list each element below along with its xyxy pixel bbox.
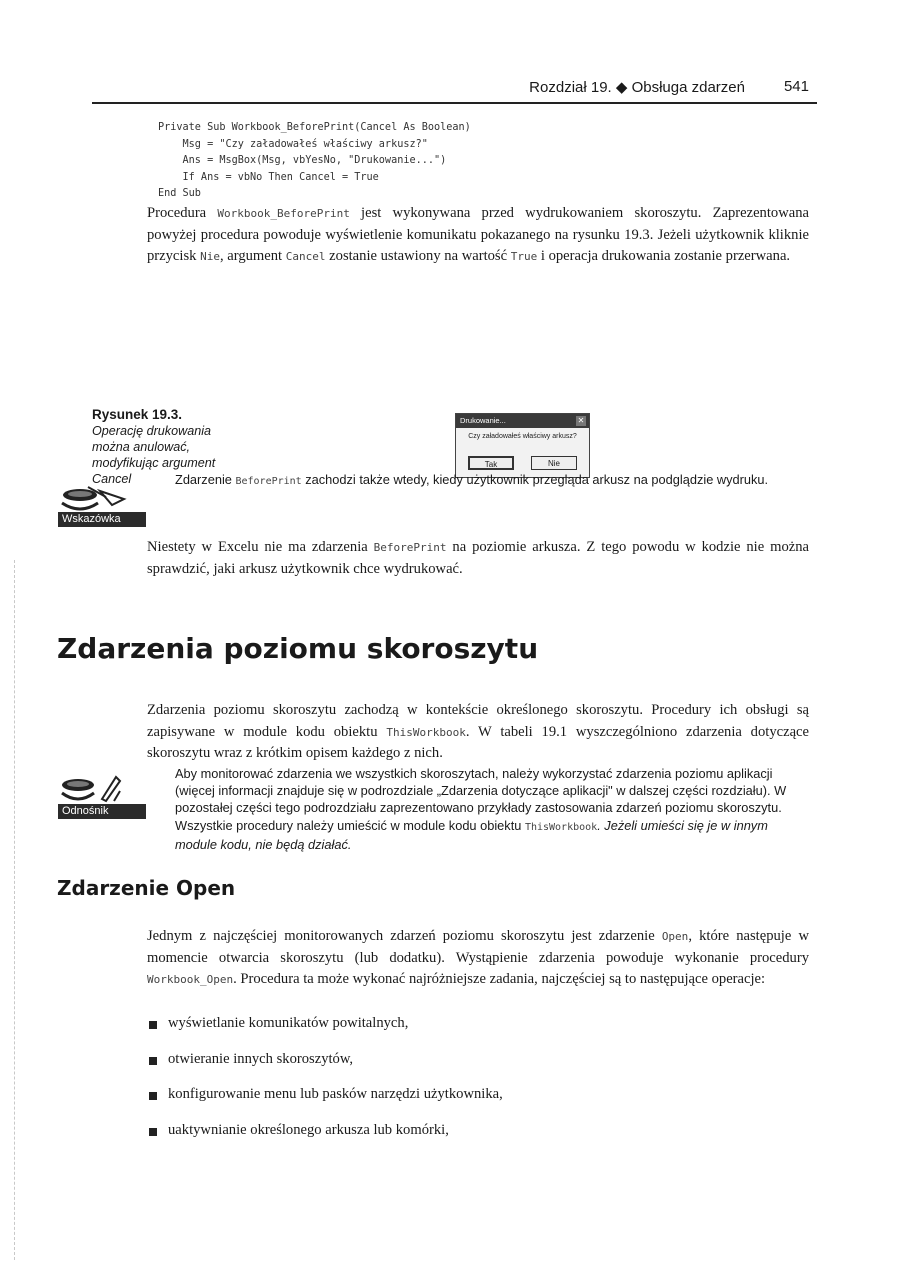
running-header [92, 76, 817, 104]
code-listing [158, 120, 471, 203]
close-icon[interactable]: ✕ [577, 416, 585, 425]
paragraph-open-event [147, 926, 809, 991]
reference-icon-block [58, 773, 136, 819]
code-line: If Ans = vbNo Then Cancel = True [158, 171, 379, 183]
tip-label: Wskazówka [58, 512, 146, 527]
magnifier-hand-icon [58, 481, 136, 515]
figure-description: Operację drukowania można anulować, modyfikując argument Cancel [92, 424, 216, 486]
list-item: konfigurowanie menu lub pasków narzędzi użytkownika, [147, 1086, 503, 1122]
text-run: Zdarzenia poziomu skoroszytu zachodzą w kontekście określonego skoroszytu. Procedury ich obsługi są zapisywane w module kodu obiektu [147, 702, 809, 740]
yes-button[interactable]: Tak [468, 456, 514, 470]
dialog-title: Drukowanie... [460, 416, 506, 425]
inline-code: Nie [200, 250, 220, 263]
list-item: wyświetlanie komunikatów powitalnych, [147, 1015, 503, 1051]
inline-code: BeforePrint [235, 476, 302, 487]
text-run: . W tabeli 19.1 wyszczególniono zdarzenia dotyczące skoroszytu wraz z krótkim opisem każdego z nich. [147, 723, 809, 761]
dialog-titlebar [456, 414, 589, 428]
text-run: na poziomie arkusza. Z tego powodu w kodzie nie można sprawdzić, jaki arkusz użytkownik chce wydrukować. [147, 539, 810, 577]
code-line: End Sub [158, 188, 201, 199]
inline-code: True [510, 250, 538, 263]
inline-code: Cancel [285, 250, 326, 263]
list-item: otwieranie innych skoroszytów, [147, 1051, 503, 1087]
inline-code: Workbook_BeforePrint [217, 207, 350, 220]
text-run: Zdarzenie [175, 472, 236, 487]
text-run: zostanie ustawiony na wartość [325, 248, 511, 264]
page-gutter-line [14, 560, 16, 1260]
text-run: i operacja drukowania zostanie przerwana. [537, 248, 791, 264]
inline-code: ThisWorkbook [386, 725, 466, 739]
tip-text [175, 471, 805, 490]
paragraph-workbook-events [147, 700, 809, 765]
list-item: uaktywnianie określonego arkusza lub komórki, [147, 1122, 503, 1158]
reference-text [175, 765, 805, 853]
page-number: 541 [783, 78, 809, 95]
text-run: . Procedura ta może wykonać najróżniejsze zadania, najczęściej są to następujące operacje: [233, 971, 766, 987]
code-line: Ans = MsgBox(Msg, vbYesNo, "Drukowanie...") [158, 155, 447, 166]
text-run: Aby monitorować zdarzenia we wszystkich skoroszytach, należy wykorzystać zdarzenia poziomu aplikacji (więcej informacji znajduje się w podrozdziale „Zdarzenia dotyczące aplikacji" w dalszej części rozdziału). W pozostałej części tego podrozdziału zaprezentowano przykłady zastosowania zdarzeń poziomu skoroszytu. Wszystkie procedury należy umieścić w module kodu obiektu [175, 766, 787, 833]
paragraph-before-print [147, 203, 809, 268]
text-run: . Jeżeli umieści się je w innym module kodu, nie będą działać. [175, 817, 768, 852]
code-line: Msg = "Czy załadowałeś właściwy arkusz?" [158, 138, 428, 150]
tip-icon-block [58, 481, 136, 527]
text-run: Jednym z najczęściej monitorowanych zdarzeń poziomu skoroszytu jest zdarzenie [147, 928, 662, 944]
inline-code: Workbook_Open [147, 973, 234, 986]
reference-label: Odnośnik [58, 804, 146, 819]
print-confirm-dialog [455, 413, 590, 478]
subsection-heading: Zdarzenie Open [57, 876, 236, 900]
text-run: jest wykonywana przed wydrukowaniem skoroszytu. Zaprezentowana powyżej procedura powoduje wyświetlenie komunikatu pokazanego na rysunku 19.3. Jeżeli użytkownik kliknie przycisk [147, 205, 809, 264]
reference-pen-icon [58, 773, 136, 807]
text-run: zachodzi także wtedy, kiedy użytkownik przegląda arkusz na podglądzie wydruku. [301, 472, 769, 487]
inline-code: BeforePrint [373, 541, 447, 554]
bullet-list [147, 1015, 503, 1157]
paragraph-no-sheet-event [147, 537, 809, 580]
no-button[interactable]: Nie [531, 456, 577, 470]
inline-code: Open [661, 930, 689, 943]
section-heading: Zdarzenia poziomu skoroszytu [57, 632, 539, 665]
code-line: Private Sub Workbook_BeforePrint(Cancel As Boolean) [158, 122, 471, 133]
dialog-message: Czy załadowałeś właściwy arkusz? [468, 433, 577, 440]
figure-label: Rysunek 19.3. [92, 407, 183, 422]
text-run: Niestety w Excelu nie ma zdarzenia [147, 539, 374, 555]
inline-code: ThisWorkbook [524, 821, 598, 833]
text-run: Procedura [147, 205, 218, 221]
text-run: , argument [219, 248, 286, 264]
text-run: , które następuje w momencie otwarcia skoroszytu (lub dodatku). Wystąpienie zdarzenia powoduje wykonanie procedury [147, 928, 809, 966]
chapter-title: Rozdział 19. ◆ Obsługa zdarzeń [529, 79, 745, 96]
